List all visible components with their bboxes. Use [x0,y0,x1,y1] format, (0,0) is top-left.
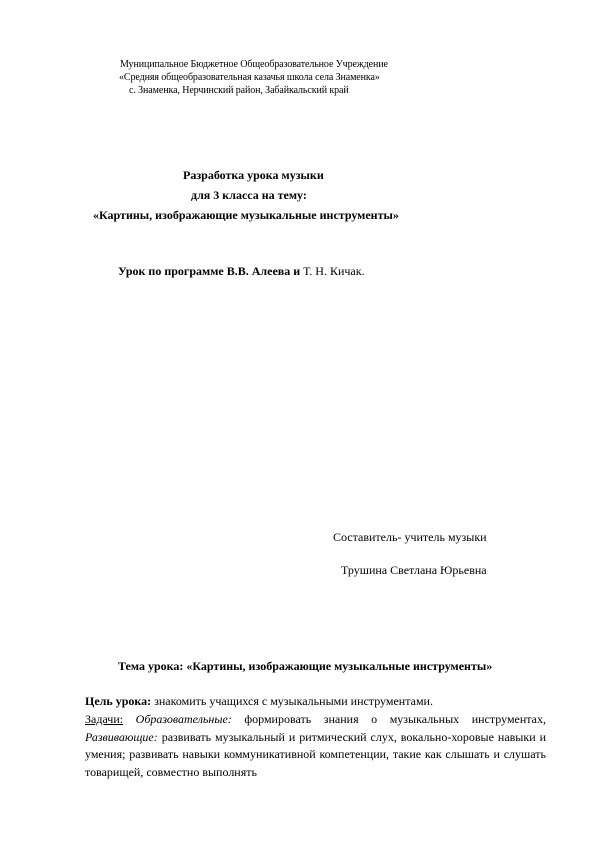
tasks-label: Задачи: [85,712,124,726]
dev-text: развивать музыкальный и ритмический слух, вокально-хоровые навыки и умения; развивать навыки коммуникативной компетенции, такие как слышать и слушать товарищей, совместно выполнять [85,729,546,779]
edu-label: Образовательные: [135,712,232,726]
author-name: Трушина Светлана Юрьевна [341,563,487,577]
lesson-goal [85,693,433,709]
program-normal-text: Т. Н. Кичак. [303,264,365,278]
title-line-1: Разработка урока музыки [183,168,324,182]
lesson-theme [118,658,492,674]
goal-value: знакомить учащихся с музыкальными инструментами. [151,694,433,708]
title-line-3: «Картины, изображающие музыкальные инструменты» [93,208,399,222]
goal-label: Цель урока: [85,694,152,708]
theme-label: Тема урока: [118,659,184,673]
program-line [118,263,365,279]
title-line-2: для 3 класса на тему: [191,188,307,202]
school-name-line-2: «Средняя общеобразовательная казачья школа села Знаменка» [119,72,380,83]
lesson-tasks-paragraph [85,711,546,781]
school-name-line-1: Муниципальное Бюджетное Общеобразовательное Учреждение [120,59,388,70]
program-bold-text: Урок по программе В.В. Алеева и [118,264,304,278]
dev-label: Развивающие: [85,729,158,744]
school-address-line: с. Знаменка, Нерчинский район, Забайкальский край [129,85,349,96]
author-role: Составитель- учитель музыки [333,530,487,544]
theme-value: «Картины, изображающие музыкальные инструменты» [183,659,493,673]
edu-text: формировать знания о музыкальных инструментах, [231,712,546,726]
